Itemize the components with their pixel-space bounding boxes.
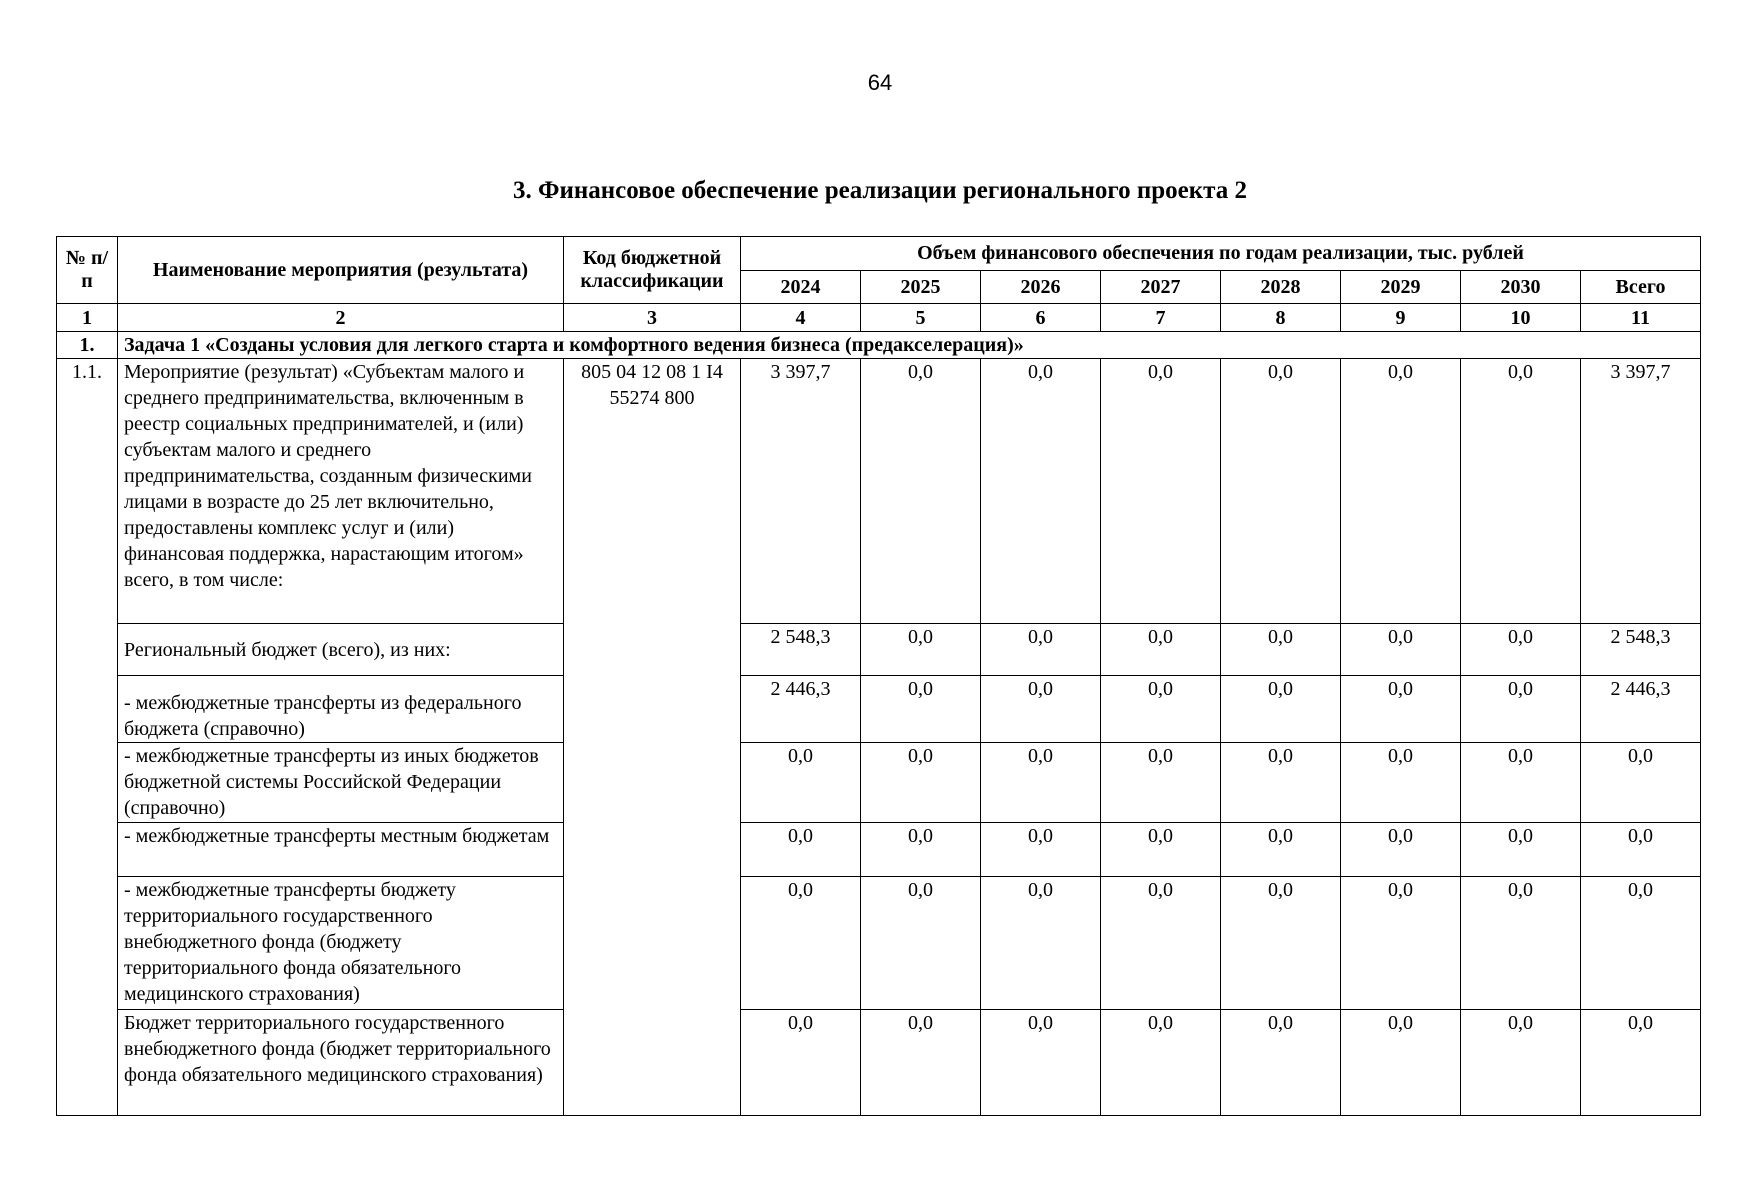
index-cell: 11 [1581, 304, 1701, 332]
header-code: Код бюджетной классификации [564, 237, 741, 304]
value-cell: 0,0 [981, 676, 1101, 743]
task-row [57, 332, 1701, 359]
value-cell: 0,0 [741, 1010, 861, 1116]
value-cell: 2 548,3 [1581, 624, 1701, 676]
value-cell: 0,0 [1461, 624, 1581, 676]
index-cell: 7 [1101, 304, 1221, 332]
header-name: Наименование мероприятия (результата) [118, 237, 564, 304]
row-name: - межбюджетные трансферты местным бюджетам [118, 823, 564, 877]
value-cell: 2 548,3 [741, 624, 861, 676]
header-year: 2024 [741, 271, 861, 304]
page-title: 3. Финансовое обеспечение реализации регионального проекта 2 [512, 177, 1248, 204]
table-row [57, 359, 1701, 624]
value-cell: 0,0 [1461, 743, 1581, 823]
value-cell: 0,0 [1341, 359, 1461, 624]
index-cell: 8 [1221, 304, 1341, 332]
row-name: - межбюджетные трансферты из иных бюджетов бюджетной системы Российской Федерации (справочно) [118, 743, 564, 823]
value-cell: 0,0 [1341, 743, 1461, 823]
header-volume: Объем финансового обеспечения по годам реализации, тыс. рублей [741, 237, 1701, 271]
index-cell: 5 [861, 304, 981, 332]
value-cell: 0,0 [1221, 1010, 1341, 1116]
value-cell: 0,0 [1101, 823, 1221, 877]
table-row [57, 877, 1701, 1010]
row-name: - межбюджетные трансферты бюджету территориального государственного внебюджетного фонда (бюджету территориального фонда обязательного медицинского страхования) [118, 877, 564, 1010]
table-row [57, 823, 1701, 877]
value-cell: 0,0 [1221, 823, 1341, 877]
value-cell: 0,0 [1581, 743, 1701, 823]
value-cell: 0,0 [741, 743, 861, 823]
value-cell: 0,0 [1581, 877, 1701, 1010]
value-cell: 0,0 [1461, 359, 1581, 624]
index-cell: 6 [981, 304, 1101, 332]
value-cell: 0,0 [981, 359, 1101, 624]
index-cell: 10 [1461, 304, 1581, 332]
value-cell: 0,0 [1461, 1010, 1581, 1116]
value-cell: 0,0 [1101, 676, 1221, 743]
page-number: 64 [867, 70, 893, 95]
row-name: Мероприятие (результат) «Субъектам малого и среднего предпринимательства, включенным в реестр социальных предпринимателей, и (или) субъектам малого и среднего предпринимательства, созданным физическими лицами в возрасте до 25 лет включительно, предоставлены комплекс услуг и (или) финансовая поддержка, нарастающим итогом» всего, в том числе: [118, 359, 564, 624]
value-cell: 3 397,7 [741, 359, 861, 624]
index-cell: 4 [741, 304, 861, 332]
value-cell: 0,0 [1341, 624, 1461, 676]
value-cell: 0,0 [861, 877, 981, 1010]
value-cell: 0,0 [1101, 743, 1221, 823]
value-cell: 0,0 [1221, 359, 1341, 624]
task-number: 1. [57, 332, 118, 359]
value-cell: 0,0 [1581, 1010, 1701, 1116]
value-cell: 0,0 [981, 823, 1101, 877]
budget-code: 805 04 12 08 1 I4 55274 800 [564, 359, 741, 1116]
table-row [57, 624, 1701, 676]
value-cell: 0,0 [1341, 823, 1461, 877]
header-year: 2028 [1221, 271, 1341, 304]
header-total: Всего [1581, 271, 1701, 304]
value-cell: 0,0 [1341, 877, 1461, 1010]
index-row [57, 304, 1701, 332]
value-cell: 0,0 [981, 743, 1101, 823]
row-name: Региональный бюджет (всего), из них: [118, 624, 564, 676]
value-cell: 0,0 [1101, 624, 1221, 676]
header-year: 2026 [981, 271, 1101, 304]
value-cell: 0,0 [1221, 676, 1341, 743]
header-year: 2027 [1101, 271, 1221, 304]
header-num: № п/п [57, 237, 118, 304]
value-cell: 0,0 [861, 624, 981, 676]
value-cell: 0,0 [861, 676, 981, 743]
value-cell: 0,0 [981, 1010, 1101, 1116]
value-cell: 0,0 [1101, 359, 1221, 624]
value-cell: 0,0 [1461, 676, 1581, 743]
value-cell: 0,0 [1221, 624, 1341, 676]
value-cell: 0,0 [741, 877, 861, 1010]
index-cell: 3 [564, 304, 741, 332]
index-cell: 1 [57, 304, 118, 332]
value-cell: 0,0 [1341, 1010, 1461, 1116]
value-cell: 0,0 [861, 1010, 981, 1116]
index-cell: 9 [1341, 304, 1461, 332]
value-cell: 0,0 [981, 624, 1101, 676]
value-cell: 0,0 [861, 823, 981, 877]
financing-table [56, 236, 1701, 1116]
value-cell: 0,0 [1221, 877, 1341, 1010]
value-cell: 0,0 [1461, 823, 1581, 877]
table-row [57, 743, 1701, 823]
value-cell: 0,0 [981, 877, 1101, 1010]
value-cell: 0,0 [861, 359, 981, 624]
value-cell: 3 397,7 [1581, 359, 1701, 624]
measure-number: 1.1. [57, 359, 118, 1116]
value-cell: 0,0 [1101, 877, 1221, 1010]
value-cell: 0,0 [1221, 743, 1341, 823]
value-cell: 0,0 [741, 823, 861, 877]
value-cell: 0,0 [1101, 1010, 1221, 1116]
table-row [57, 676, 1701, 743]
header-year: 2025 [861, 271, 981, 304]
value-cell: 0,0 [861, 743, 981, 823]
row-name: Бюджет территориального государственного внебюджетного фонда (бюджет территориального фонда обязательного медицинского страхования) [118, 1010, 564, 1116]
header-year: 2029 [1341, 271, 1461, 304]
task-title: Задача 1 «Созданы условия для легкого старта и комфортного ведения бизнеса (предакселерация)» [118, 332, 1701, 359]
value-cell: 2 446,3 [741, 676, 861, 743]
table-row [57, 1010, 1701, 1116]
value-cell: 0,0 [1461, 877, 1581, 1010]
value-cell: 2 446,3 [1581, 676, 1701, 743]
value-cell: 0,0 [1581, 823, 1701, 877]
header-year: 2030 [1461, 271, 1581, 304]
row-name: - межбюджетные трансферты из федерального бюджета (справочно) [118, 676, 564, 743]
index-cell: 2 [118, 304, 564, 332]
value-cell: 0,0 [1341, 676, 1461, 743]
